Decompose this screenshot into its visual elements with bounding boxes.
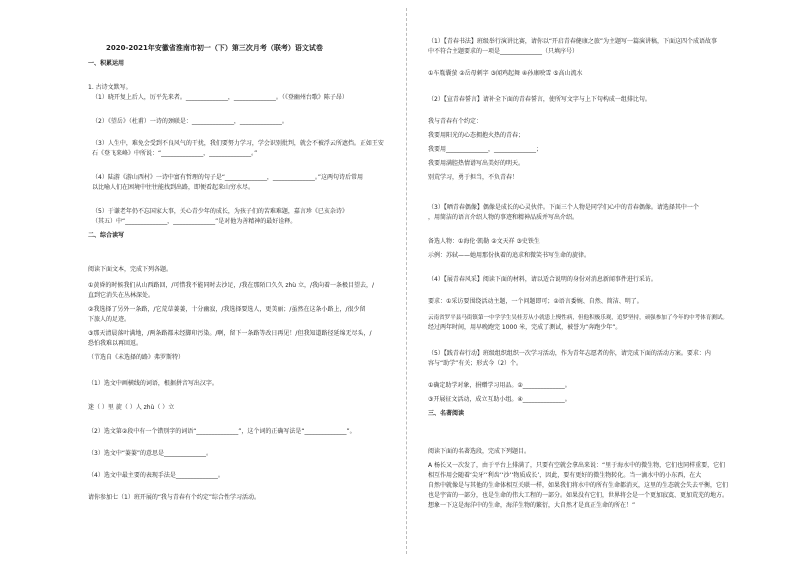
text-line: 以比喻人们在困境中往往能找到出路，即便看起来山穷水尽。 (92, 184, 255, 191)
text-line: （4）选文中最主要的表现手法是______________。 (88, 472, 224, 479)
text-line: 阅读下面文本，完成下列各题。 (88, 266, 173, 273)
text-line: （5）于谦老年仍不忘国家大事，关心青少年的成长，为孩子们的苦难难题，嘉言珍《已亥杂诗》 (92, 208, 348, 215)
text-line: 请你参加七（1）班开展的“我与青春有个约定”综合性学习活动。 (88, 494, 261, 501)
text-line: 我要用阳光的心态拥抱火热的青春； (428, 132, 525, 139)
text-line: （4）陆游《游山西村》一诗中富有哲理的句子是“______________，______________。”这两句诗后常用 (92, 174, 364, 181)
pinyin-line: 迷（ ）里 旋（ ）人 zhù（ ）立 (88, 404, 175, 411)
exam-title: 2020-2021年安徽省淮南市初一（下）第三次月考（联考）语文试卷 (106, 44, 323, 52)
text-line: （3）人生中，难免会受到不良风气的干扰，我们要努力学习，学会识别批判，就会不被浮云所遮挡。正如王安 (92, 140, 384, 147)
poem-line: 下旅人的足迹。 (88, 316, 131, 323)
text-line: 中不符合主题要求的一项是______________（只填序号） (428, 48, 579, 55)
text-line: 云南省罗平县马街镇第一中学学生吴桂芳从小就患上慢性病，但他积极乐观，追梦坚持，顽强参加了今年的中考体育测试。 (428, 315, 728, 321)
options-line: ①车胤囊萤 ②岳母刺字 ③闻鸡起舞 ④孙康映雪 ⑤高山流水 (428, 70, 583, 77)
text-line: （2）选文第②段中有一个错别字的词语“______________”，这个词的正确写法是“______________”。 (88, 428, 356, 435)
poem-line: 直到它消失在丛林深处。 (88, 292, 155, 299)
right-column (428, 0, 728, 562)
text-line: 阅读下面的名著选段，完成下列题目。 (428, 448, 531, 455)
passage-line: 相互作用会随着‘尖牙’‘利齿’‘沙’‘物质成长’，因此，要有更好的微生物转化。当一滴水中的小东西，在大 (428, 472, 702, 479)
text-line: （1）选文中画横线的词语，根据拼音写出汉字。 (88, 380, 218, 387)
text-line: （2）【宣青春誓言】请补全下面的青春誓言，使所写文字与上下句构成一组排比句。 (428, 96, 651, 103)
text-line: （1）晓开复上后人，厉平先来者。______________，______________。（《登幽州台歌》陈子昂） (92, 94, 348, 101)
text-line: 我要用满腔热情谱写出美好的明天。 (428, 160, 525, 167)
text-line: ③开展征文活动，成立互助小组。④______________。 (428, 396, 571, 403)
poem-line: 恐怕我难以再回返。 (88, 340, 143, 347)
text-line: （3）选文中“萋萋”的意思是______________。 (88, 450, 213, 457)
poem-line: ①黄昏的时候我们从山西路回，/可惜我不能同时去沙足，/我在那陌口久久 zhù 立，/我向着一条极目望去，/ (88, 282, 375, 289)
text-line: （3）【晒青春偶像】偶像是成长的心灵伙伴。下面三个人物是同学们心中的青春偶像。请选择其中一个 (428, 204, 699, 211)
section-heading: 三、名著阅读 (428, 410, 465, 417)
question-1: 1. 古诗文默写。 (88, 84, 132, 91)
text-line: 容与“助学”有关；形式今（2）个。 (428, 360, 523, 367)
text-line: （1）【青春书法】班级举行演讲比赛，请你以“开启青春健康之旅”为主题写一篇演讲稿，下面这四个成语故事 (428, 38, 718, 45)
text-line: （2）《望岳》（杜甫）一诗的颈联是：______________，______________。 (92, 118, 288, 125)
passage-line: 也是宇宙的一部分，也是生命的伟大工程的一部分。如果没有它们，世界将会是一个更加寂寞、更加荒芜的地方。 (428, 492, 728, 499)
options-line: 备选人物：①海伦·凯勒 ②文天祥 ③史铁生 (428, 238, 540, 245)
text-line: 示例：苏轼——她用那份执着的追求和微笑书写生命的旋律。 (428, 252, 591, 259)
text-line: 石《登飞来峰》中所说：“______________，______________。” (92, 150, 258, 157)
text-line: 别荒学习，勇于担当，不负青春！ (428, 174, 519, 181)
source-note: （节选自《未选择的路》弗罗斯特） (88, 354, 185, 361)
passage-line: 自然中就像是与其他的生命体相互关联一样，如果我们将水中的所有生命都消灭，这里的生态就会失去平衡，它们 (428, 482, 728, 489)
poem-line: ②我选择了另外一条路，/它荒草萋萋，十分幽寂，/我选择要选人，更美丽；/虽然在这条小路上，/很少留 (88, 306, 366, 313)
section-heading: 二、综合读写 (88, 232, 125, 239)
passage-line: A 杨长又一次发了，由于平台上排满了，只要有空就会拿出来说：“里于海水中的微生物，它们也同样重要，它们 (428, 462, 726, 469)
text-line: 经过两年时间，用早晚跑完 1000 米，完成了测试，被誉为“奔跑少年”。 (428, 324, 622, 331)
text-line: 我与青春有个约定： (428, 118, 483, 125)
poem-line: ③那天清晨落叶满地，/两条路都未经脚印污染。/啊，留下一条路等改日再见！/但我知道路径延绵无尽头，/ (88, 330, 372, 337)
text-line: ①确定助学对象，捐赠学习用品。②______________。 (428, 382, 571, 389)
section-heading: 一、积累运用 (88, 60, 125, 67)
passage-line: 想象一下这是海洋中的生命，海洋生物的繁衍，大自然才是真正生命的所在！” (428, 502, 636, 509)
text-line: （其五）中“______________，______________”是对他为善精神的最好诠释。 (92, 218, 297, 225)
left-column (88, 0, 384, 562)
text-line: （4）【展青春风采】阅读下面的材料，请以适合说明的身份对消息新闻事件进行采访。 (428, 276, 657, 283)
text-line: 我要用______________，______________； (428, 146, 543, 153)
text-line: ，用简洁的语言介绍人物的事迹和精神品质并写出介绍。 (428, 214, 579, 221)
text-line: 要求：①采访要围绕活动主题，一个问题即可；②语言委婉、自然、简洁、明了。 (428, 298, 643, 305)
column-divider (406, 8, 407, 554)
text-line: （5）【践青春行动】班级组织组织一次学习活动，作为青年志愿者的你，请完成下面的活动方案。要求：内 (428, 350, 711, 357)
